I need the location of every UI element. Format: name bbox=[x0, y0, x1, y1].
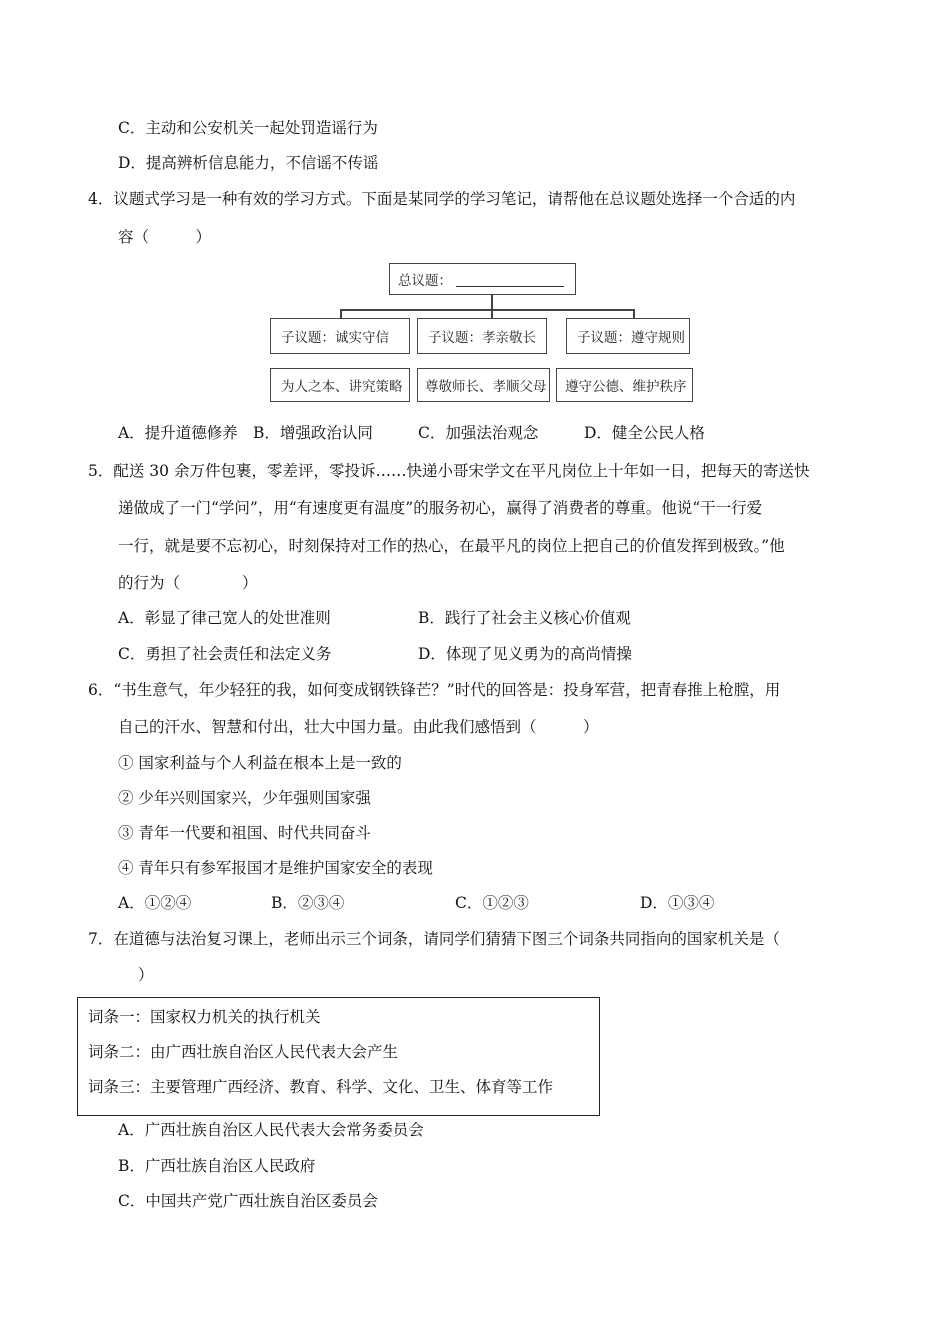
q6-option-b: B．②③④ bbox=[271, 894, 345, 912]
q7-stem-line2: ） bbox=[138, 966, 154, 984]
diagram-sub-box-2 bbox=[417, 318, 547, 354]
q3-option-d: D．提高辨析信息能力，不信谣不传谣 bbox=[118, 154, 379, 172]
q4-option-a: A．提升道德修养 bbox=[118, 424, 238, 442]
q6-statement-1: ① 国家利益与个人利益在根本上是一致的 bbox=[118, 754, 402, 772]
diagram-detail: 尊敬师长、孝顺父母 bbox=[425, 379, 547, 395]
q4-stem-line1: 4．议题式学习是一种有效的学习方式。下面是某同学的学习笔记，请帮他在总议题处选择一个合适的内 bbox=[88, 190, 796, 208]
q4-option-d: D．健全公民人格 bbox=[584, 424, 705, 442]
diagram-sub-title: 子议题：孝亲敬长 bbox=[428, 330, 536, 346]
q7-clue-1: 词条一：国家权力机关的执行机关 bbox=[88, 1008, 321, 1026]
q6-stem-line2: 自己的汗水、智慧和付出，壮大中国力量。由此我们感悟到（ ） bbox=[118, 718, 599, 736]
q6-stem-line1: 6．“书生意气，年少轻狂的我，如何变成钢铁锋芒？”时代的回答是：投身军营，把青春推上枪膛，用 bbox=[88, 681, 781, 699]
diagram-detail-box-3 bbox=[556, 368, 693, 402]
q7-option-a: A．广西壮族自治区人民代表大会常务委员会 bbox=[118, 1121, 424, 1139]
q6-option-c: C．①②③ bbox=[455, 894, 529, 912]
diagram-root-box bbox=[389, 263, 576, 295]
q5-stem-line4: 的行为（ ） bbox=[118, 574, 258, 592]
q4-option-c: C．加强法治观念 bbox=[418, 424, 539, 442]
q7-option-b: B．广西壮族自治区人民政府 bbox=[118, 1157, 316, 1175]
diagram-detail: 遵守公德、维护秩序 bbox=[565, 379, 687, 395]
q4-stem-line2: 容（ ） bbox=[118, 228, 212, 246]
diagram-connector bbox=[340, 309, 633, 311]
diagram-detail: 为人之本、讲究策略 bbox=[281, 379, 403, 395]
q7-option-c: C．中国共产党广西壮族自治区委员会 bbox=[118, 1192, 378, 1210]
q7-clue-2: 词条二：由广西壮族自治区人民代表大会产生 bbox=[88, 1043, 399, 1061]
diagram-root-blank bbox=[456, 272, 564, 287]
q3-option-c: C．主动和公安机关一起处罚造谣行为 bbox=[118, 119, 378, 137]
q7-clue-box bbox=[77, 997, 600, 1116]
q4-option-b: B．增强政治认同 bbox=[253, 424, 373, 442]
diagram-sub-title: 子议题：诚实守信 bbox=[281, 330, 389, 346]
q6-statement-3: ③ 青年一代要和祖国、时代共同奋斗 bbox=[118, 824, 371, 842]
q6-option-d: D．①③④ bbox=[640, 894, 715, 912]
diagram-sub-box-1 bbox=[270, 318, 410, 354]
q5-option-b: B．践行了社会主义核心价值观 bbox=[418, 609, 631, 627]
diagram-connector bbox=[491, 294, 493, 310]
q5-stem-line2: 递做成了一门“学问”，用“有速度更有温度”的服务初心，赢得了消费者的尊重。他说“干一行爱 bbox=[118, 499, 763, 517]
q6-option-a: A．①②④ bbox=[118, 894, 192, 912]
q7-stem-line1: 7．在道德与法治复习课上，老师出示三个词条，请同学们猜猜下图三个词条共同指向的国家机关是（ bbox=[88, 930, 780, 948]
q5-option-a: A．彰显了律己宽人的处世准则 bbox=[118, 609, 331, 627]
diagram-root-label: 总议题： bbox=[398, 273, 452, 289]
q5-option-d: D．体现了见义勇为的高尚情操 bbox=[418, 645, 632, 663]
q5-option-c: C．勇担了社会责任和法定义务 bbox=[118, 645, 332, 663]
diagram-detail-box-2 bbox=[417, 368, 550, 402]
q5-stem-line1: 5．配送 30 余万件包裹，零差评，零投诉……快递小哥宋学文在平凡岗位上十年如一日，把每天的寄送快 bbox=[88, 462, 810, 480]
q6-statement-2: ② 少年兴则国家兴，少年强则国家强 bbox=[118, 789, 371, 807]
q7-clue-3: 词条三：主要管理广西经济、教育、科学、文化、卫生、体育等工作 bbox=[88, 1078, 554, 1096]
diagram-detail-box-1 bbox=[270, 368, 410, 402]
q6-statement-4: ④ 青年只有参军报国才是维护国家安全的表现 bbox=[118, 859, 433, 877]
diagram-sub-title: 子议题：遵守规则 bbox=[577, 330, 685, 346]
diagram-sub-box-3 bbox=[566, 318, 690, 354]
q5-stem-line3: 一行，就是要不忘初心，时刻保持对工作的热心，在最平凡的岗位上把自己的价值发挥到极致。”他 bbox=[118, 537, 785, 555]
